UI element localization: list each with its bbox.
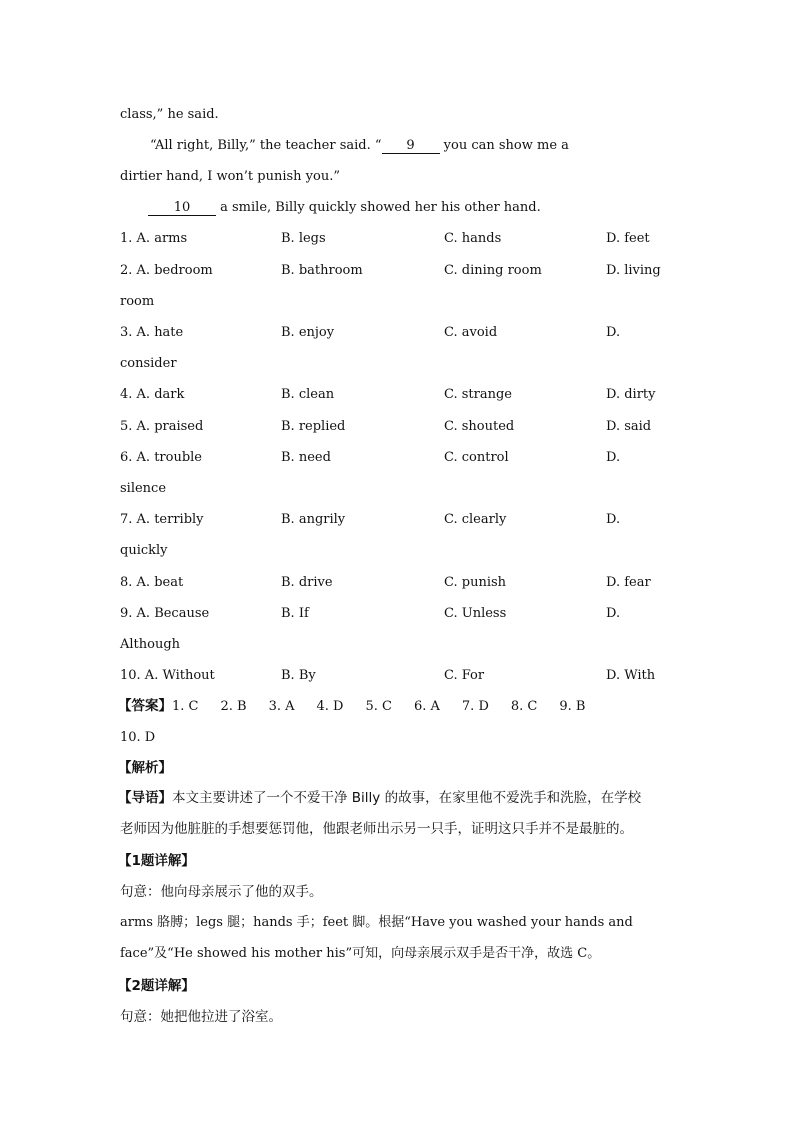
story-line: class,” he said. (120, 107, 219, 122)
answer-item: 5. C (365, 699, 392, 714)
q1-explanation: face”及“He showed his mother his”可知，向母亲展示双手是否干净，故选 C。 (120, 946, 601, 961)
option-wrap: Although (120, 637, 181, 652)
option-a: 2. A. bedroom (120, 263, 213, 278)
option-c: C. clearly (444, 512, 507, 527)
option-row-9 (120, 605, 684, 623)
option-c: C. dining room (444, 263, 542, 278)
option-c: C. For (444, 668, 485, 683)
option-a: 8. A. beat (120, 575, 184, 590)
option-d: D. said (606, 419, 652, 434)
option-d: D. (606, 450, 621, 465)
option-d: D. feet (606, 231, 650, 246)
q1-label: 【1题详解】 (118, 853, 195, 869)
intro-label: 【导语】 (118, 790, 172, 806)
option-b: B. bathroom (281, 263, 363, 278)
option-d: D. living (606, 263, 661, 278)
option-c: C. shouted (444, 419, 515, 434)
option-c: C. avoid (444, 325, 498, 340)
option-b: B. If (281, 606, 309, 621)
option-row-7 (120, 511, 684, 529)
answer-item: 9. B (559, 699, 586, 714)
option-a: 9. A. Because (120, 606, 210, 621)
option-a: 7. A. terribly (120, 512, 204, 527)
option-b: B. enjoy (281, 325, 335, 340)
q2-label: 【2题详解】 (118, 978, 195, 994)
option-a: 10. A. Without (120, 668, 215, 683)
option-a: 4. A. dark (120, 387, 185, 402)
story-text: you can show me a (439, 138, 569, 153)
analysis-label: 【解析】 (118, 760, 172, 776)
q1-sentence: 句意：他向母亲展示了他的双手。 (120, 884, 323, 900)
answer-item: 2. B (220, 699, 247, 714)
blank-10: 10 (148, 200, 216, 216)
option-d: D. fear (606, 575, 651, 590)
answer-item: 4. D (316, 699, 344, 714)
intro-line: 老师因为他脏脏的手想要惩罚他，他跟老师出示另一只手，证明这只手并不是最脏的。 (120, 821, 633, 837)
blank-9: 9 (382, 138, 440, 154)
answer-item: 7. D (461, 699, 489, 714)
option-row-4 (120, 386, 684, 404)
option-c: C. Unless (444, 606, 507, 621)
story-line (148, 199, 684, 217)
option-b: B. legs (281, 231, 326, 246)
answer-wrap: 10. D (120, 730, 156, 745)
option-row-3 (120, 324, 684, 342)
story-line: dirtier hand, I won’t punish you.” (120, 169, 341, 184)
option-c: C. punish (444, 575, 507, 590)
intro-text: 本文主要讲述了一个不爱干净 Billy 的故事，在家里他不爱洗手和洗脸，在学校 (172, 790, 642, 806)
option-wrap: quickly (120, 543, 168, 558)
option-b: B. clean (281, 387, 335, 402)
answer-item: 1. C (172, 699, 199, 714)
option-d: D. With (606, 668, 656, 683)
answer-item: 6. A (413, 699, 440, 714)
option-a: 6. A. trouble (120, 450, 202, 465)
option-row-6 (120, 449, 684, 467)
option-wrap: silence (120, 481, 167, 496)
answer-label: 【答案】 (118, 698, 172, 714)
option-a: 1. A. arms (120, 231, 188, 246)
option-wrap: consider (120, 356, 177, 371)
option-b: B. angrily (281, 512, 346, 527)
option-d: D. dirty (606, 387, 656, 402)
answer-item: 8. C (510, 699, 538, 714)
story-text: “All right, Billy,” the teacher said. “ (150, 138, 382, 153)
option-d: D. (606, 325, 621, 340)
option-a: 5. A. praised (120, 419, 204, 434)
answer-item: 3. A (268, 699, 295, 714)
story-text: a smile, Billy quickly showed her his other hand. (216, 200, 541, 215)
q1-explanation: arms 胳膊；legs 腿；hands 手；feet 脚。根据“Have you washed your hands and (120, 915, 633, 930)
option-c: C. strange (444, 387, 512, 402)
option-b: B. replied (281, 419, 346, 434)
option-b: B. By (281, 668, 316, 683)
answer-line (118, 697, 684, 716)
option-row-2 (120, 262, 684, 280)
q2-sentence: 句意：她把他拉进了浴室。 (120, 1009, 282, 1025)
option-d: D. (606, 606, 621, 621)
option-row-8 (120, 574, 684, 592)
option-wrap: room (120, 294, 155, 309)
option-b: B. need (281, 450, 331, 465)
story-line (150, 137, 684, 155)
option-b: B. drive (281, 575, 333, 590)
intro-line (118, 789, 684, 807)
option-row-1 (120, 230, 684, 248)
option-c: C. control (444, 450, 509, 465)
option-row-10 (120, 667, 684, 685)
option-d: D. (606, 512, 621, 527)
option-row-5 (120, 418, 684, 436)
option-a: 3. A. hate (120, 325, 184, 340)
option-c: C. hands (444, 231, 502, 246)
